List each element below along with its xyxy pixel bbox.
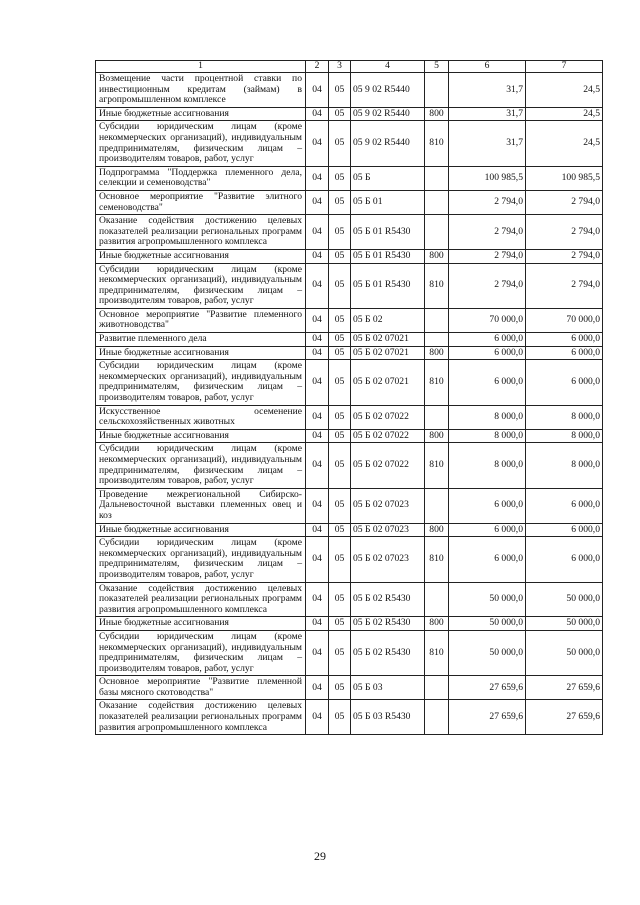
section-code: 04: [306, 443, 329, 488]
section-code: 04: [306, 488, 329, 523]
table-row: [96, 523, 603, 537]
expense-type-code: [425, 582, 449, 617]
subsection-code: 05: [329, 443, 351, 488]
expense-type-code: 810: [425, 121, 449, 166]
section-code: 04: [306, 676, 329, 700]
amount-col6: 70 000,0: [449, 308, 526, 332]
amount-col6: 6 000,0: [449, 360, 526, 405]
row-description: Основное мероприятие "Развитие племенного животноводства": [96, 308, 306, 332]
section-code: 04: [306, 215, 329, 250]
table-row: [96, 166, 603, 190]
target-article-code: 05 Б 02 07021: [351, 360, 425, 405]
amount-col7: 2 794,0: [526, 215, 603, 250]
amount-col7: 27 659,6: [526, 676, 603, 700]
amount-col7: 6 000,0: [526, 537, 603, 582]
row-description: Оказание содействия достижению целевых показателей реализации региональных программ развития агропромышленного комплекса: [96, 582, 306, 617]
amount-col6: 50 000,0: [449, 617, 526, 631]
target-article-code: 05 Б 02 07022: [351, 405, 425, 429]
row-description: Иные бюджетные ассигнования: [96, 523, 306, 537]
amount-col7: 8 000,0: [526, 429, 603, 443]
expense-type-code: [425, 676, 449, 700]
amount-col6: 100 985,5: [449, 166, 526, 190]
amount-col7: 70 000,0: [526, 308, 603, 332]
amount-col7: 6 000,0: [526, 333, 603, 347]
amount-col7: 8 000,0: [526, 443, 603, 488]
row-description: Субсидии юридическим лицам (кроме некоммерческих организаций), индивидуальным предпринимателям, физическим лицам – производителям товаров, работ, услуг: [96, 263, 306, 308]
section-code: 04: [306, 107, 329, 121]
row-description: Развитие племенного дела: [96, 333, 306, 347]
amount-col6: 8 000,0: [449, 405, 526, 429]
section-code: 04: [306, 523, 329, 537]
target-article-code: 05 Б 01: [351, 190, 425, 214]
subsection-code: 05: [329, 190, 351, 214]
section-code: 04: [306, 249, 329, 263]
row-description: Искусственное осеменение сельскохозяйственных животных: [96, 405, 306, 429]
subsection-code: 05: [329, 249, 351, 263]
amount-col6: 8 000,0: [449, 429, 526, 443]
row-description: Оказание содействия достижению целевых показателей реализации региональных программ развития агропромышленного комплекса: [96, 700, 306, 735]
table-row: [96, 630, 603, 675]
target-article-code: 05 Б 02 07023: [351, 537, 425, 582]
amount-col6: 31,7: [449, 121, 526, 166]
subsection-code: 05: [329, 121, 351, 166]
target-article-code: 05 Б 02 07021: [351, 333, 425, 347]
target-article-code: 05 Б 01 R5430: [351, 215, 425, 250]
target-article-code: 05 Б 03: [351, 676, 425, 700]
target-article-code: 05 Б 01 R5430: [351, 263, 425, 308]
table-row: [96, 405, 603, 429]
row-description: Иные бюджетные ассигнования: [96, 107, 306, 121]
amount-col7: 6 000,0: [526, 346, 603, 360]
amount-col6: 50 000,0: [449, 582, 526, 617]
table-row: [96, 617, 603, 631]
amount-col6: 6 000,0: [449, 333, 526, 347]
expense-type-code: [425, 700, 449, 735]
amount-col6: 50 000,0: [449, 630, 526, 675]
subsection-code: 05: [329, 630, 351, 675]
amount-col6: 27 659,6: [449, 676, 526, 700]
target-article-code: 05 9 02 R5440: [351, 121, 425, 166]
expense-type-code: [425, 333, 449, 347]
amount-col6: 6 000,0: [449, 523, 526, 537]
amount-col7: 24,5: [526, 73, 603, 108]
subsection-code: 05: [329, 537, 351, 582]
amount-col6: 2 794,0: [449, 249, 526, 263]
target-article-code: 05 9 02 R5440: [351, 73, 425, 108]
section-code: 04: [306, 360, 329, 405]
amount-col7: 27 659,6: [526, 700, 603, 735]
expense-type-code: [425, 405, 449, 429]
amount-col6: 27 659,6: [449, 700, 526, 735]
row-description: Субсидии юридическим лицам (кроме некоммерческих организаций), индивидуальным предпринимателям, физическим лицам – производителям товаров, работ, услуг: [96, 537, 306, 582]
amount-col7: 2 794,0: [526, 249, 603, 263]
target-article-code: 05 Б 02 R5430: [351, 630, 425, 675]
subsection-code: 05: [329, 617, 351, 631]
expense-type-code: 800: [425, 429, 449, 443]
amount-col7: 50 000,0: [526, 582, 603, 617]
expense-type-code: 810: [425, 263, 449, 308]
subsection-code: 05: [329, 166, 351, 190]
target-article-code: 05 Б 02 07023: [351, 523, 425, 537]
target-article-code: 05 Б 02 07021: [351, 346, 425, 360]
subsection-code: 05: [329, 346, 351, 360]
target-article-code: 05 Б 02 07022: [351, 429, 425, 443]
section-code: 04: [306, 582, 329, 617]
amount-col7: 100 985,5: [526, 166, 603, 190]
expense-type-code: 800: [425, 249, 449, 263]
column-header: 2: [306, 61, 329, 73]
amount-col6: 2 794,0: [449, 263, 526, 308]
target-article-code: 05 Б 02 07022: [351, 443, 425, 488]
table-row: [96, 360, 603, 405]
column-header: 6: [449, 61, 526, 73]
table-row: [96, 107, 603, 121]
amount-col6: 2 794,0: [449, 215, 526, 250]
amount-col6: 6 000,0: [449, 537, 526, 582]
table-row: [96, 346, 603, 360]
section-code: 04: [306, 263, 329, 308]
column-header: 7: [526, 61, 603, 73]
table-row: [96, 443, 603, 488]
row-description: Иные бюджетные ассигнования: [96, 249, 306, 263]
table-row: [96, 308, 603, 332]
section-code: 04: [306, 190, 329, 214]
section-code: 04: [306, 121, 329, 166]
section-code: 04: [306, 308, 329, 332]
section-code: 04: [306, 73, 329, 108]
table-row: [96, 263, 603, 308]
expense-type-code: [425, 166, 449, 190]
amount-col7: 50 000,0: [526, 630, 603, 675]
amount-col6: 6 000,0: [449, 346, 526, 360]
expense-type-code: 800: [425, 107, 449, 121]
table-row: [96, 215, 603, 250]
section-code: 04: [306, 333, 329, 347]
section-code: 04: [306, 346, 329, 360]
row-description: Подпрограмма "Поддержка племенного дела, селекции и семеноводства": [96, 166, 306, 190]
table-row: [96, 676, 603, 700]
section-code: 04: [306, 617, 329, 631]
table-row: [96, 333, 603, 347]
amount-col7: 50 000,0: [526, 617, 603, 631]
amount-col6: 8 000,0: [449, 443, 526, 488]
row-description: Иные бюджетные ассигнования: [96, 346, 306, 360]
amount-col7: 6 000,0: [526, 523, 603, 537]
subsection-code: 05: [329, 215, 351, 250]
amount-col7: 24,5: [526, 121, 603, 166]
table-row: [96, 121, 603, 166]
section-code: 04: [306, 429, 329, 443]
table-row: [96, 429, 603, 443]
amount-col7: 2 794,0: [526, 263, 603, 308]
target-article-code: 05 Б 02: [351, 308, 425, 332]
table-row: [96, 488, 603, 523]
table-row: [96, 249, 603, 263]
section-code: 04: [306, 700, 329, 735]
subsection-code: 05: [329, 73, 351, 108]
subsection-code: 05: [329, 523, 351, 537]
column-header: 5: [425, 61, 449, 73]
expense-type-code: 810: [425, 630, 449, 675]
subsection-code: 05: [329, 700, 351, 735]
section-code: 04: [306, 166, 329, 190]
subsection-code: 05: [329, 582, 351, 617]
table-row: [96, 190, 603, 214]
row-description: Субсидии юридическим лицам (кроме некоммерческих организаций), индивидуальным предпринимателям, физическим лицам – производителям товаров, работ, услуг: [96, 443, 306, 488]
subsection-code: 05: [329, 308, 351, 332]
subsection-code: 05: [329, 488, 351, 523]
target-article-code: 05 Б 02 R5430: [351, 582, 425, 617]
table-header-row: [96, 61, 603, 73]
section-code: 04: [306, 405, 329, 429]
subsection-code: 05: [329, 107, 351, 121]
expense-type-code: 810: [425, 360, 449, 405]
expense-type-code: 810: [425, 537, 449, 582]
amount-col7: 2 794,0: [526, 190, 603, 214]
amount-col7: 6 000,0: [526, 488, 603, 523]
row-description: Возмещение части процентной ставки по инвестиционным кредитам (займам) в агропромышленном комплексе: [96, 73, 306, 108]
expense-type-code: [425, 215, 449, 250]
expense-type-code: [425, 488, 449, 523]
table-row: [96, 537, 603, 582]
column-header: 3: [329, 61, 351, 73]
amount-col6: 6 000,0: [449, 488, 526, 523]
subsection-code: 05: [329, 263, 351, 308]
subsection-code: 05: [329, 333, 351, 347]
target-article-code: 05 Б 02 07023: [351, 488, 425, 523]
page-number: 29: [314, 849, 326, 863]
amount-col6: 2 794,0: [449, 190, 526, 214]
expense-type-code: [425, 308, 449, 332]
budget-table: [95, 60, 603, 735]
target-article-code: 05 Б 01 R5430: [351, 249, 425, 263]
column-header: 1: [96, 61, 306, 73]
row-description: Иные бюджетные ассигнования: [96, 617, 306, 631]
amount-col6: 31,7: [449, 107, 526, 121]
amount-col7: 6 000,0: [526, 360, 603, 405]
subsection-code: 05: [329, 360, 351, 405]
target-article-code: 05 Б 03 R5430: [351, 700, 425, 735]
target-article-code: 05 Б 02 R5430: [351, 617, 425, 631]
subsection-code: 05: [329, 405, 351, 429]
table-row: [96, 700, 603, 735]
table-row: [96, 582, 603, 617]
column-header: 4: [351, 61, 425, 73]
section-code: 04: [306, 537, 329, 582]
row-description: Проведение межрегиональной Сибирско-Дальневосточной выставки племенных овец и коз: [96, 488, 306, 523]
section-code: 04: [306, 630, 329, 675]
target-article-code: 05 9 02 R5440: [351, 107, 425, 121]
amount-col7: 24,5: [526, 107, 603, 121]
table-row: [96, 73, 603, 108]
row-description: Иные бюджетные ассигнования: [96, 429, 306, 443]
row-description: Основное мероприятие "Развитие элитного семеноводства": [96, 190, 306, 214]
target-article-code: 05 Б: [351, 166, 425, 190]
subsection-code: 05: [329, 429, 351, 443]
expense-type-code: 800: [425, 523, 449, 537]
expense-type-code: 800: [425, 617, 449, 631]
amount-col6: 31,7: [449, 73, 526, 108]
row-description: Субсидии юридическим лицам (кроме некоммерческих организаций), индивидуальным предпринимателям, физическим лицам – производителям товаров, работ, услуг: [96, 630, 306, 675]
amount-col7: 8 000,0: [526, 405, 603, 429]
expense-type-code: 810: [425, 443, 449, 488]
expense-type-code: 800: [425, 346, 449, 360]
row-description: Субсидии юридическим лицам (кроме некоммерческих организаций), индивидуальным предпринимателям, физическим лицам – производителям товаров, работ, услуг: [96, 360, 306, 405]
expense-type-code: [425, 73, 449, 108]
subsection-code: 05: [329, 676, 351, 700]
row-description: Основное мероприятие "Развитие племенной базы мясного скотоводства": [96, 676, 306, 700]
row-description: Оказание содействия достижению целевых показателей реализации региональных программ развития агропромышленного комплекса: [96, 215, 306, 250]
expense-type-code: [425, 190, 449, 214]
row-description: Субсидии юридическим лицам (кроме некоммерческих организаций), индивидуальным предпринимателям, физическим лицам – производителям товаров, работ, услуг: [96, 121, 306, 166]
